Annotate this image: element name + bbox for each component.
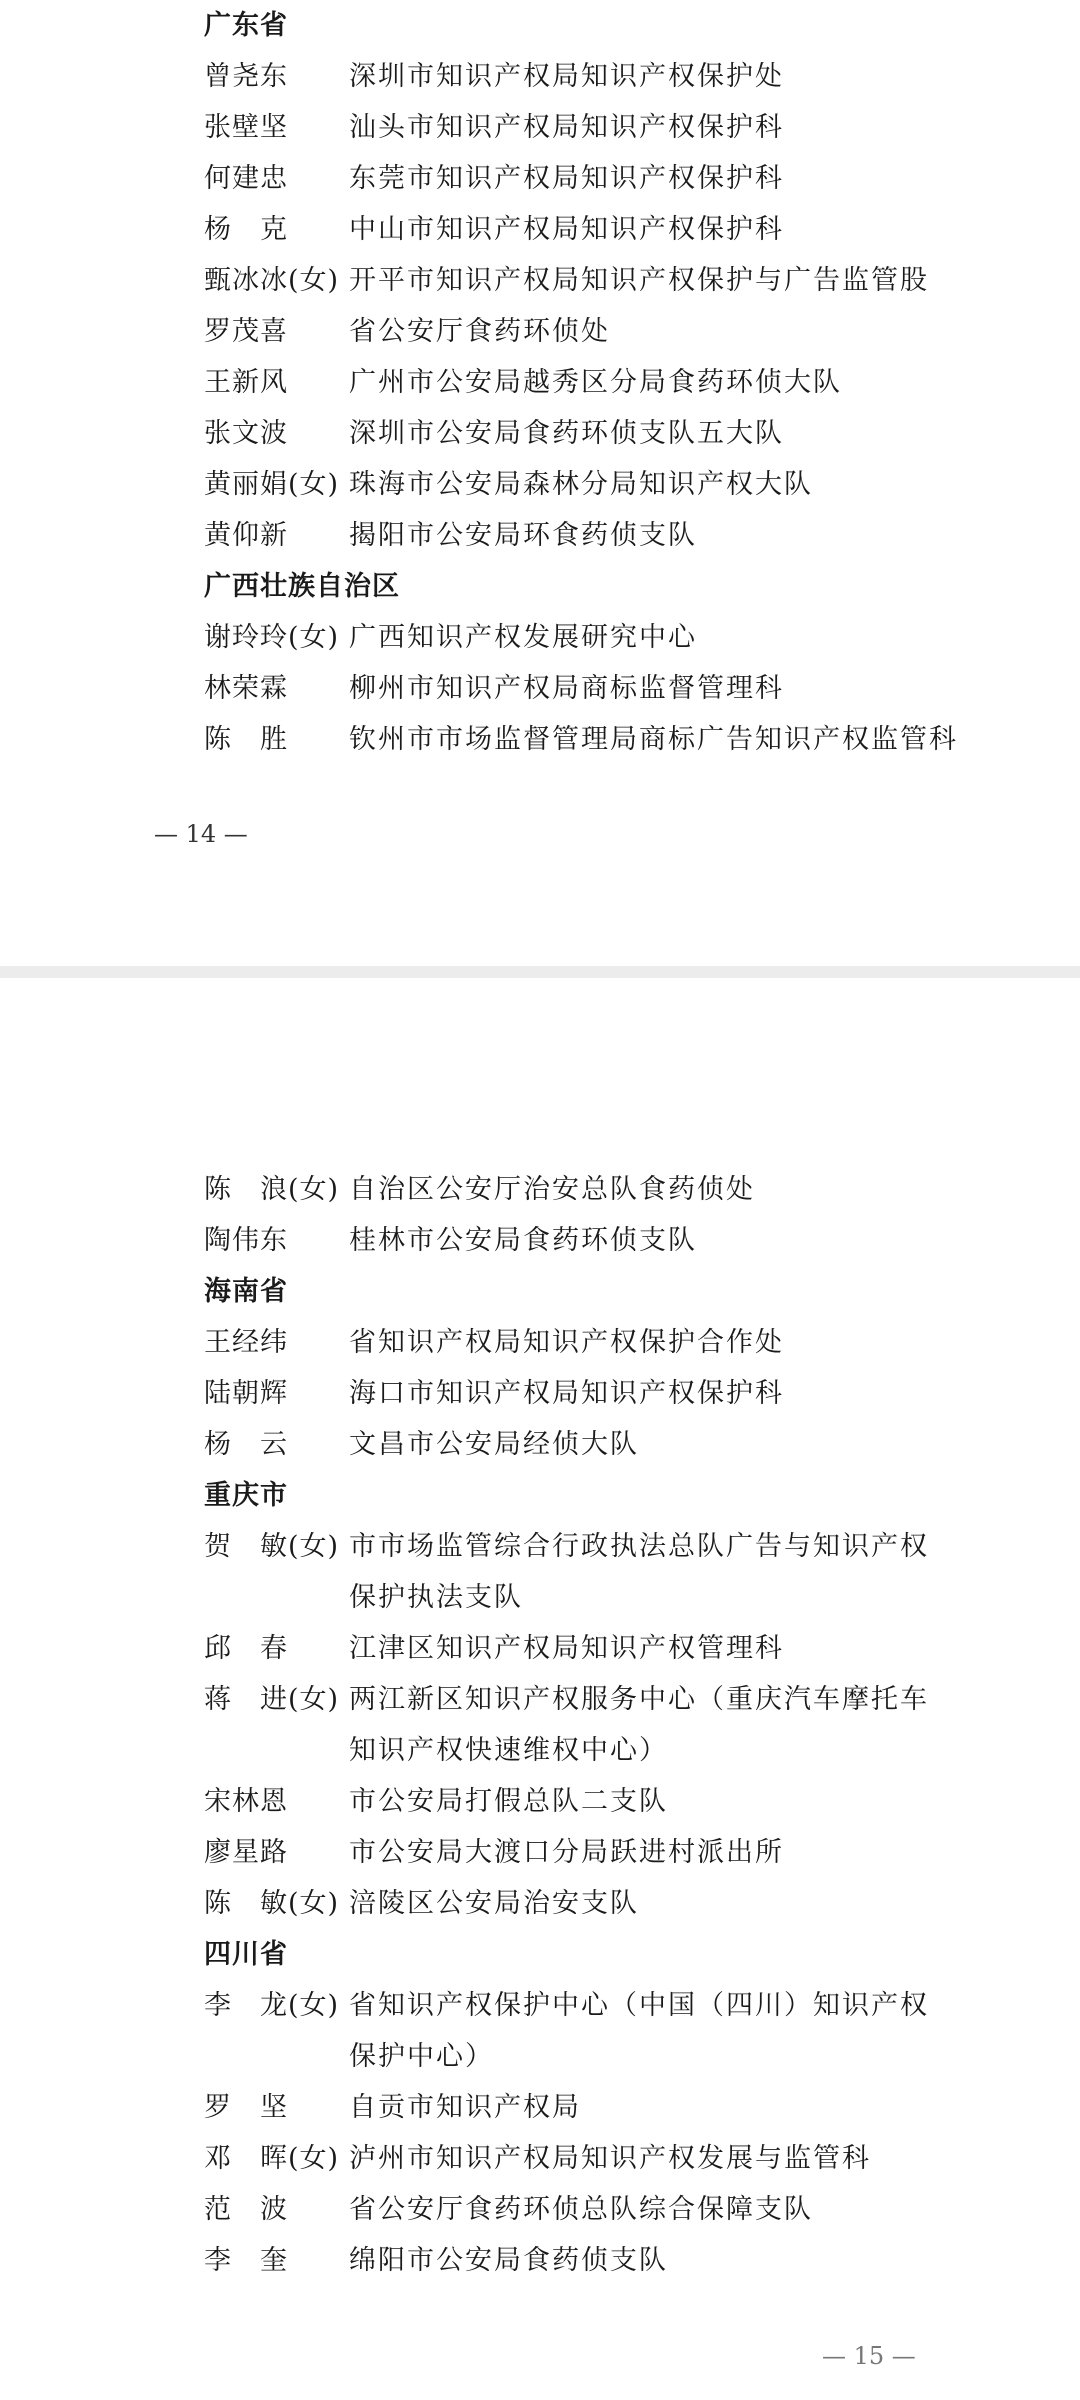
list-item bbox=[204, 1782, 960, 1822]
person-name: 廖星路 bbox=[204, 1837, 288, 1868]
person-name: 蒋 进(女) bbox=[204, 1684, 340, 1715]
list-item bbox=[204, 2088, 960, 2128]
department: 省知识产权保护中心（中国（四川）知识产权 bbox=[349, 1990, 929, 2021]
person-name: 何建忠 bbox=[204, 163, 288, 194]
person-name: 张壁坚 bbox=[204, 112, 288, 143]
region-heading bbox=[204, 1272, 960, 1312]
list-item bbox=[204, 2241, 960, 2281]
department: 江津区知识产权局知识产权管理科 bbox=[349, 1633, 784, 1664]
list-item bbox=[204, 1884, 960, 1924]
page-number: — 14 — bbox=[154, 820, 248, 848]
person-name: 谢玲玲(女) bbox=[204, 622, 340, 653]
list-item bbox=[204, 210, 960, 250]
list-item bbox=[204, 1527, 960, 1567]
person-name: 杨 克 bbox=[204, 214, 288, 245]
list-item bbox=[204, 414, 960, 454]
person-name: 罗 坚 bbox=[204, 2092, 288, 2123]
department: 东莞市知识产权局知识产权保护科 bbox=[349, 163, 784, 194]
region-title: 重庆市 bbox=[204, 1480, 288, 1511]
list-item bbox=[204, 2190, 960, 2230]
list-item bbox=[204, 2139, 960, 2179]
department: 深圳市公安局食药环侦支队五大队 bbox=[349, 418, 784, 449]
department: 省公安厅食药环侦处 bbox=[349, 316, 610, 347]
department: 市公安局大渡口分局跃进村派出所 bbox=[349, 1837, 784, 1868]
list-item bbox=[204, 261, 960, 301]
region-heading bbox=[204, 567, 960, 607]
list-item bbox=[204, 1425, 960, 1465]
department: 珠海市公安局森林分局知识产权大队 bbox=[349, 469, 813, 500]
department: 省公安厅食药环侦总队综合保障支队 bbox=[349, 2194, 813, 2225]
person-name: 李 奎 bbox=[204, 2245, 288, 2276]
list-item-continuation bbox=[204, 2037, 960, 2077]
person-name: 陆朝辉 bbox=[204, 1378, 288, 1409]
department: 广州市公安局越秀区分局食药环侦大队 bbox=[349, 367, 842, 398]
list-item bbox=[204, 465, 960, 505]
department: 市公安局打假总队二支队 bbox=[349, 1786, 668, 1817]
list-item bbox=[204, 1833, 960, 1873]
department: 保护执法支队 bbox=[349, 1582, 523, 1613]
department: 泸州市知识产权局知识产权发展与监管科 bbox=[349, 2143, 871, 2174]
person-name: 陈 敏(女) bbox=[204, 1888, 340, 1919]
department: 开平市知识产权局知识产权保护与广告监管股 bbox=[349, 265, 929, 296]
list-item bbox=[204, 669, 960, 709]
list-item bbox=[204, 108, 960, 148]
person-name: 范 波 bbox=[204, 2194, 288, 2225]
list-item bbox=[204, 363, 960, 403]
list-item bbox=[204, 618, 960, 658]
department: 自贡市知识产权局 bbox=[349, 2092, 581, 2123]
list-item-continuation bbox=[204, 1731, 960, 1771]
region-title: 广西壮族自治区 bbox=[204, 571, 400, 602]
person-name: 陈 浪(女) bbox=[204, 1174, 340, 1205]
department: 深圳市知识产权局知识产权保护处 bbox=[349, 61, 784, 92]
department: 文昌市公安局经侦大队 bbox=[349, 1429, 639, 1460]
department: 中山市知识产权局知识产权保护科 bbox=[349, 214, 784, 245]
person-name: 邱 春 bbox=[204, 1633, 288, 1664]
list-item bbox=[204, 159, 960, 199]
page-number: — 15 — bbox=[822, 2342, 916, 2370]
list-item bbox=[204, 1680, 960, 1720]
person-name: 甄冰冰(女) bbox=[204, 265, 340, 296]
department: 涪陵区公安局治安支队 bbox=[349, 1888, 639, 1919]
region-title: 海南省 bbox=[204, 1276, 288, 1307]
person-name: 李 龙(女) bbox=[204, 1990, 340, 2021]
department: 保护中心） bbox=[349, 2041, 494, 2072]
person-name: 宋林恩 bbox=[204, 1786, 288, 1817]
department: 两江新区知识产权服务中心（重庆汽车摩托车 bbox=[349, 1684, 929, 1715]
list-item bbox=[204, 1374, 960, 1414]
region-title: 四川省 bbox=[204, 1939, 288, 1970]
list-item bbox=[204, 1986, 960, 2026]
list-item bbox=[204, 1629, 960, 1669]
department: 钦州市市场监督管理局商标广告知识产权监管科 bbox=[349, 724, 958, 755]
department: 汕头市知识产权局知识产权保护科 bbox=[349, 112, 784, 143]
region-heading bbox=[204, 6, 960, 46]
department: 省知识产权局知识产权保护合作处 bbox=[349, 1327, 784, 1358]
document-page-15 bbox=[0, 978, 1080, 2400]
list-item bbox=[204, 57, 960, 97]
person-name: 邓 晖(女) bbox=[204, 2143, 340, 2174]
list-item-continuation bbox=[204, 1578, 960, 1618]
list-item bbox=[204, 1170, 960, 1210]
list-item bbox=[204, 720, 960, 760]
list-item bbox=[204, 516, 960, 556]
document-page-14 bbox=[0, 0, 1080, 966]
person-name: 陶伟东 bbox=[204, 1225, 288, 1256]
department: 海口市知识产权局知识产权保护科 bbox=[349, 1378, 784, 1409]
person-name: 黄丽娟(女) bbox=[204, 469, 340, 500]
department: 揭阳市公安局环食药侦支队 bbox=[349, 520, 697, 551]
region-heading bbox=[204, 1476, 960, 1516]
department: 市市场监管综合行政执法总队广告与知识产权 bbox=[349, 1531, 929, 1562]
department: 柳州市知识产权局商标监督管理科 bbox=[349, 673, 784, 704]
region-title: 广东省 bbox=[204, 10, 288, 41]
region-heading bbox=[204, 1935, 960, 1975]
department: 绵阳市公安局食药侦支队 bbox=[349, 2245, 668, 2276]
person-name: 杨 云 bbox=[204, 1429, 288, 1460]
person-name: 黄仰新 bbox=[204, 520, 288, 551]
person-name: 贺 敏(女) bbox=[204, 1531, 340, 1562]
department: 知识产权快速维权中心） bbox=[349, 1735, 668, 1766]
person-name: 张文波 bbox=[204, 418, 288, 449]
person-name: 王新风 bbox=[204, 367, 288, 398]
person-name: 曾尧东 bbox=[204, 61, 288, 92]
list-item bbox=[204, 1323, 960, 1363]
department: 桂林市公安局食药环侦支队 bbox=[349, 1225, 697, 1256]
department: 广西知识产权发展研究中心 bbox=[349, 622, 697, 653]
list-item bbox=[204, 1221, 960, 1261]
department: 自治区公安厅治安总队食药侦处 bbox=[349, 1174, 755, 1205]
person-name: 罗茂喜 bbox=[204, 316, 288, 347]
person-name: 王经纬 bbox=[204, 1327, 288, 1358]
list-item bbox=[204, 312, 960, 352]
person-name: 陈 胜 bbox=[204, 724, 288, 755]
person-name: 林荣霖 bbox=[204, 673, 288, 704]
